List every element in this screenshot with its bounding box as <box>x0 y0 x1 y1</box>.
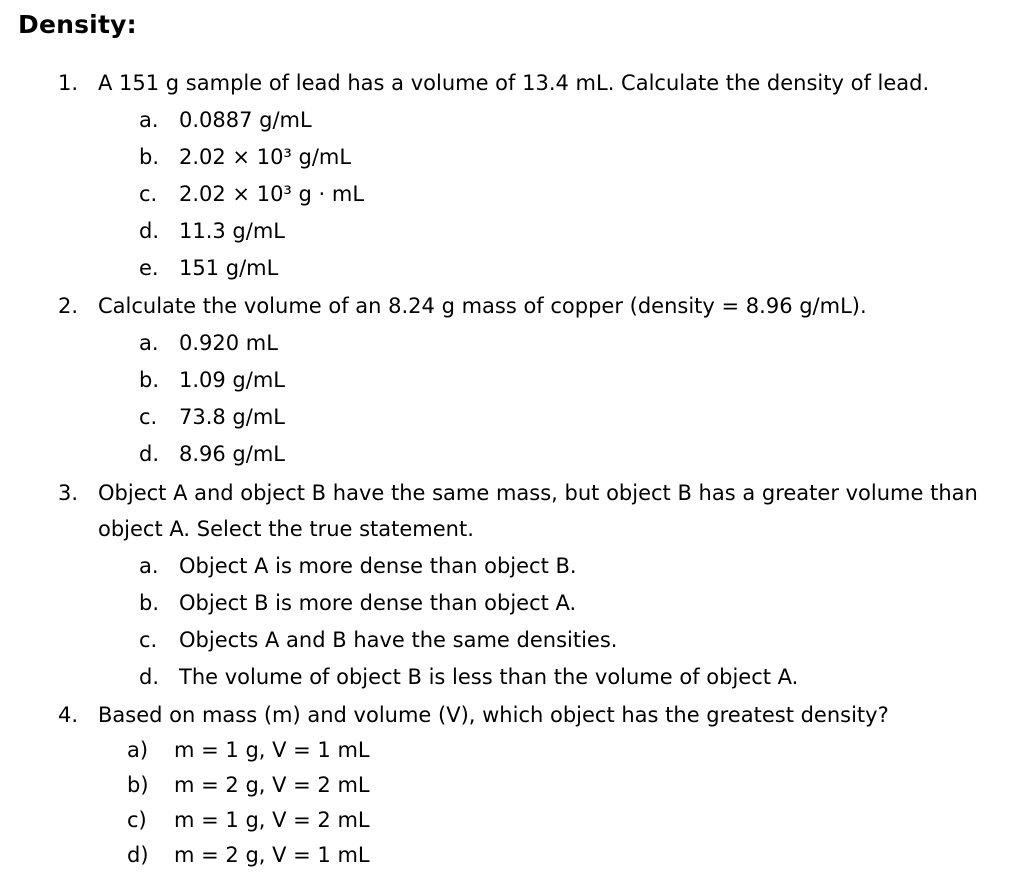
option-4c <box>127 802 370 838</box>
option-letter: c. <box>139 405 158 429</box>
question-1 <box>58 65 929 101</box>
option-text: 8.96 g/mL <box>179 442 285 466</box>
question-text: Based on mass (m) and volume (V), which object has the greatest density? <box>98 703 889 727</box>
option-letter: d. <box>139 219 160 243</box>
option-letter: a. <box>139 554 159 578</box>
question-number: 2. <box>58 294 79 318</box>
option-text: 11.3 g/mL <box>179 219 285 243</box>
option-letter: c) <box>127 808 147 832</box>
option-3c <box>139 622 617 658</box>
option-2b <box>139 362 285 398</box>
option-4d <box>127 837 370 873</box>
option-4b <box>127 767 370 803</box>
option-text: m = 1 g, V = 1 mL <box>174 738 370 762</box>
option-letter: c. <box>139 182 158 206</box>
option-text: 2.02 × 10³ g/mL <box>179 145 352 169</box>
option-2a <box>139 325 278 361</box>
option-letter: d. <box>139 665 160 689</box>
option-text: 0.0887 g/mL <box>179 108 312 132</box>
question-number: 1. <box>58 71 79 95</box>
option-3b <box>139 585 576 621</box>
option-text: Object A is more dense than object B. <box>179 554 577 578</box>
option-1c <box>139 176 364 212</box>
option-4a <box>127 732 370 768</box>
option-letter: a. <box>139 108 159 132</box>
option-2c <box>139 399 285 435</box>
question-number: 3. <box>58 481 79 505</box>
question-text: Calculate the volume of an 8.24 g mass of copper (density = 8.96 g/mL). <box>98 294 867 318</box>
option-3d <box>139 659 798 695</box>
option-text: The volume of object B is less than the volume of object A. <box>179 665 799 689</box>
option-letter: d) <box>127 843 149 867</box>
option-text: m = 2 g, V = 2 mL <box>174 773 370 797</box>
option-letter: a) <box>127 738 149 762</box>
option-text: 73.8 g/mL <box>179 405 285 429</box>
option-text: 0.920 mL <box>179 331 278 355</box>
option-text: 1.09 g/mL <box>179 368 285 392</box>
option-3a <box>139 548 577 584</box>
option-text: m = 2 g, V = 1 mL <box>174 843 370 867</box>
page-title: Density: <box>18 10 137 39</box>
option-letter: b. <box>139 591 160 615</box>
question-4 <box>58 697 889 733</box>
option-text: m = 1 g, V = 2 mL <box>174 808 370 832</box>
option-letter: c. <box>139 628 158 652</box>
question-text: A 151 g sample of lead has a volume of 13.4 mL. Calculate the density of lead. <box>98 71 930 95</box>
option-2d <box>139 436 285 472</box>
question-text: Object A and object B have the same mass, but object B has a greater volume than object A. Select the true statement. <box>98 481 978 541</box>
option-letter: b) <box>127 773 149 797</box>
question-3 <box>58 475 998 547</box>
option-1d <box>139 213 285 249</box>
option-letter: e. <box>139 256 159 280</box>
option-letter: b. <box>139 145 160 169</box>
option-text: Object B is more dense than object A. <box>179 591 577 615</box>
option-1b <box>139 139 351 175</box>
option-text: 151 g/mL <box>179 256 279 280</box>
option-letter: d. <box>139 442 160 466</box>
option-text: Objects A and B have the same densities. <box>179 628 618 652</box>
question-number: 4. <box>58 703 79 727</box>
option-1e <box>139 250 278 286</box>
option-letter: b. <box>139 368 160 392</box>
option-letter: a. <box>139 331 159 355</box>
option-1a <box>139 102 312 138</box>
question-2 <box>58 288 867 324</box>
option-text: 2.02 × 10³ g · mL <box>179 182 365 206</box>
